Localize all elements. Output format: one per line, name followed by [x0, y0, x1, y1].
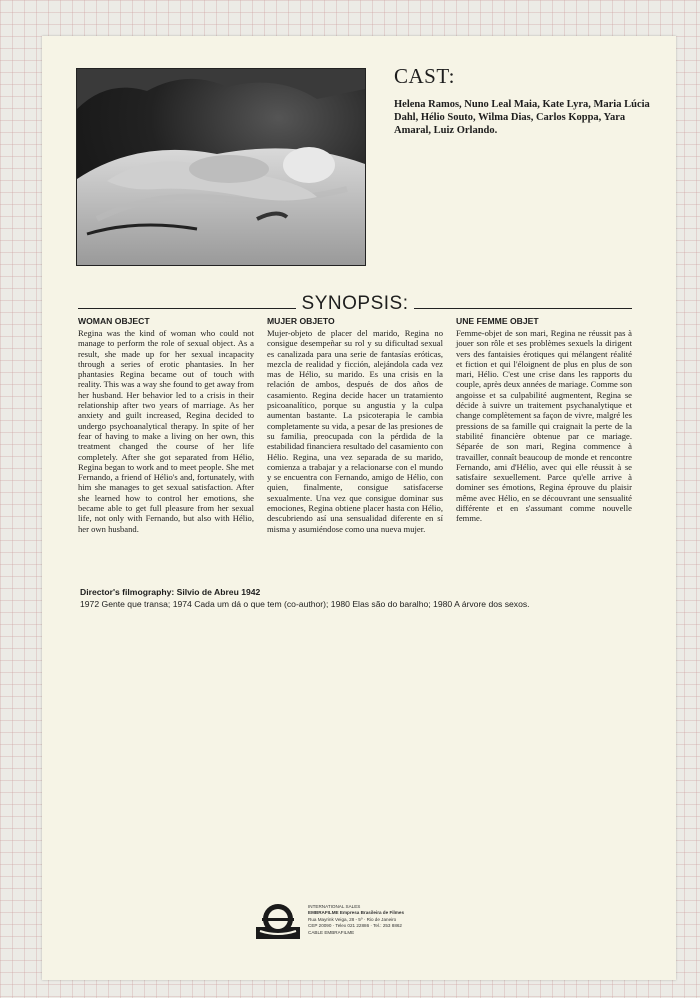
rule-left — [78, 308, 296, 309]
embrafilme-logo-icon — [256, 901, 300, 939]
french-heading: UNE FEMME OBJET — [456, 316, 539, 326]
filmography-list: 1972 Gente que transa; 1974 Cada um dá o que tem (co-author); 1980 Elas são do baralho; 1980 A árvore dos sexos. — [80, 599, 530, 609]
footer-company-full: Empresa Brasileira de Filmes — [339, 910, 404, 916]
footer-line-2 — [308, 910, 404, 916]
synopsis-header — [78, 290, 632, 314]
sales-contact — [308, 904, 404, 936]
footer-company: EMBRAFILME — [308, 910, 339, 916]
footer-line-4: CEP 20090 · Telex 021 22886 · Tel.: 253 8862 — [308, 923, 402, 929]
synopsis-spanish — [267, 316, 443, 534]
synopsis-heading: SYNOPSIS: — [301, 293, 409, 314]
footer-line-5: CABLE EMBRAFILME — [308, 929, 355, 935]
english-text: Regina was the kind of woman who could not manage to perform the role of sexual object. As a result, she made up for her sexual incapacity through a series of erotic phantasies. In her phantasies Regina became out of touch with reality. This was a way she found to get away from her husband. Her behavior led to a crisis in their relationship after two years of marriage. As her anxiety and guilt increased, Regina decided to undergo psychoanalytical therapy. In spite of her fear of having to make a living on her own, this treatment changed the course of her life completely. After she got separated from Hélio, Regina began to work and to meet people. She met Fernando, a friend of Hélio's and, fortunately, with him she manages to get sexual satisfaction. After she learned how to control her emotions, she became able to get full pleasure from her sexual life, not only with Fernando, but also with Hélio, her own husband. — [78, 328, 254, 534]
cast-heading: CAST: — [394, 64, 455, 88]
rule-right — [414, 308, 632, 309]
cast-list: Helena Ramos, Nuno Leal Maia, Kate Lyra, Maria Lúcia Dahl, Hélio Souto, Wilma Dias, Carlos Koppa, Yara Amaral, Luiz Orlando. — [394, 99, 650, 136]
footer-line-3: Rua Mayrink Veiga, 28 - 5º · Rio de Janeiro — [308, 916, 397, 922]
press-sheet — [42, 36, 676, 980]
spanish-heading: MUJER OBJETO — [267, 316, 335, 326]
synopsis-english — [78, 316, 254, 534]
english-heading: WOMAN OBJECT — [78, 316, 150, 326]
footer-line-1: INTERNATIONAL SALES — [308, 903, 361, 909]
spanish-text: Mujer-objeto de placer del marido, Regina no consigue desempeñar su rol y su dificultad sexual es canalizada para una serie de fantasías eróticas, mezcla de realidad y ficción, alejándola cada vez mas de Hélio, su marido. Es una crisis en la relación de ambos, después de dos años de casamiento. Regina decide hacer un tratamiento psicoanalítico, porque su angustia y la culpa aumentan bastante. La psicoterapia le cambia completamente su vida, a pesar de las presiones de su familia, preocupada con la pérdida de la estabilidad financiera resultado del casamiento con Hélio. Regina, una vez separada de su marido, comienza a trabajar y a relacionarse con el mundo y se encuentra con Fernando, amigo de Hélio, con quien, finalmente, consigue satisfacerse sexualmente. Una vez que consigue dominar sus emociones, Regina obtiene placer hasta con Hélio, descubriendo así una sensualidad diferente en sí misma y asumiéndose como una nueva mujer. — [267, 328, 443, 534]
film-still-photo — [76, 68, 366, 266]
film-still-illustration — [77, 69, 365, 265]
footer — [256, 898, 404, 942]
filmography — [80, 586, 670, 610]
french-text: Femme-objet de son mari, Regina ne réussit pas à jouer son rôle et ses problèmes sexuels la dirigent vers des fantaisies érotiques qui mélangent réalité et fiction et qui l'éloignent de plus en plus de son mari, Hélio. C'est une crise dans les rapports du couple, après deux années de mariage. Comme son angoisse et sa culpabilité augmentent, Regina se décide à suivre un traitement psychanalytique et change complètement sa façon de vivre, malgré les pressions de sa famille qui craignait la perte de la stabilité financière obtenue par ce mariage. Séparée de son mari, Regina commence à travailler, connaît beaucoup de monde et rencontre Fernando, ami d'Hélio, avec qui elle réussit à se satisfaire sexuellement. Parce qu'elle arrive à dominer ses émotions, Regina éprouve du plaisir même avec Hélio, en se découvrant une sensualité différente et en s'assumant comme nouvelle femme. — [456, 328, 632, 524]
filmography-heading: Director's filmography: Silvio de Abreu 1942 — [80, 587, 261, 597]
synopsis-french — [456, 316, 632, 524]
